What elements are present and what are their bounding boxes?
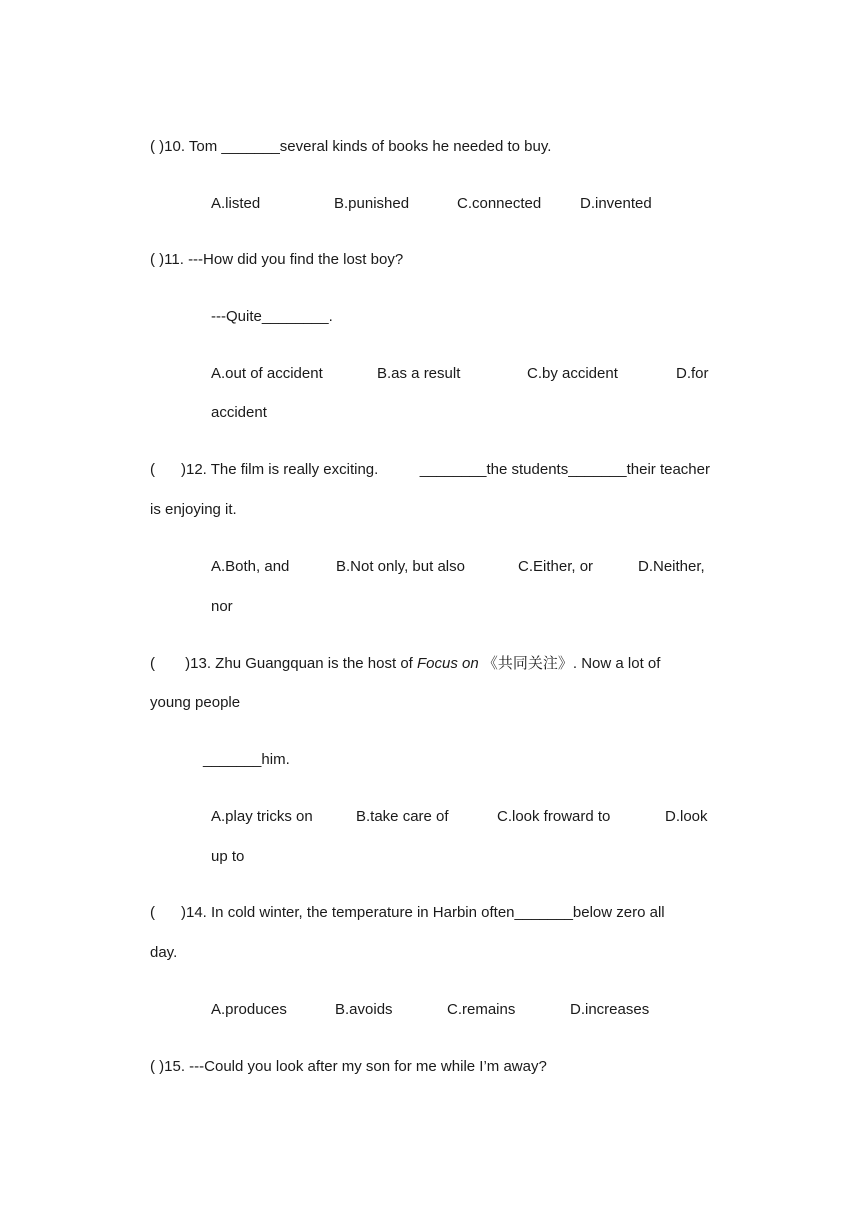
q13-paren: (	[150, 655, 155, 672]
q10-option-c: C.connected	[457, 195, 542, 212]
q13-option-a: A.play tricks on	[211, 808, 313, 825]
q13-text: )13. Zhu Guangquan is the host of	[185, 655, 413, 672]
q12-option-d: D.Neither,	[638, 558, 705, 575]
q11-option-d: D.for	[676, 365, 709, 382]
question-13-blank: _______him.	[203, 751, 290, 768]
q11-option-c: C.by accident	[527, 365, 618, 382]
q13-option-d-wrap: up to	[211, 848, 245, 865]
question-11-reply: ---Quite________.	[211, 308, 333, 325]
question-13-stem	[150, 653, 710, 674]
q12-option-a: A.Both, and	[211, 558, 290, 575]
q11-option-b: B.as a result	[377, 365, 461, 382]
question-11-text: ( )11. ---How did you find the lost boy?	[150, 251, 404, 268]
q10-option-b: B.punished	[334, 195, 410, 212]
q14-text: )14. In cold winter, the temperature in Harbin often_______below zero all	[181, 904, 665, 921]
question-14-wrap: day.	[150, 944, 178, 961]
q13-option-b: B.take care of	[356, 808, 449, 825]
q10-option-a: A.listed	[211, 195, 261, 212]
q12-option-b: B.Not only, but also	[336, 558, 465, 575]
q12-option-c: C.Either, or	[518, 558, 594, 575]
q14-option-a: A.produces	[211, 1001, 287, 1018]
q12-text: )12. The film is really exciting.	[181, 461, 379, 478]
q14-option-d: D.increases	[570, 1001, 650, 1018]
q13-option-d: D.look	[665, 808, 708, 825]
q14-option-b: B.avoids	[335, 1001, 393, 1018]
q13-cjk-title: 《共同关注》	[482, 654, 573, 672]
q11-option-d-wrap: accident	[211, 404, 267, 421]
question-15-text: ( )15. ---Could you look after my son for me while I’m away?	[150, 1058, 547, 1075]
q13-option-c: C.look froward to	[497, 808, 611, 825]
question-10-text: ( )10. Tom _______several kinds of books he needed to buy.	[150, 138, 552, 155]
question-13-wrap: young people	[150, 694, 241, 711]
q10-option-d: D.invented	[580, 195, 652, 212]
question-14-stem	[150, 903, 710, 923]
q12-option-d-wrap: nor	[211, 598, 233, 615]
question-12-wrap: is enjoying it.	[150, 501, 237, 518]
q12-text-blanks: ________the students_______their teacher	[419, 461, 710, 478]
q11-option-a: A.out of accident	[211, 365, 323, 382]
q13-text-suffix: . Now a lot of	[572, 655, 661, 672]
q14-paren: (	[150, 904, 155, 921]
q13-italic-title: Focus on	[417, 655, 479, 672]
q14-option-c: C.remains	[447, 1001, 516, 1018]
q12-paren: (	[150, 461, 155, 478]
question-12-stem	[150, 460, 710, 480]
